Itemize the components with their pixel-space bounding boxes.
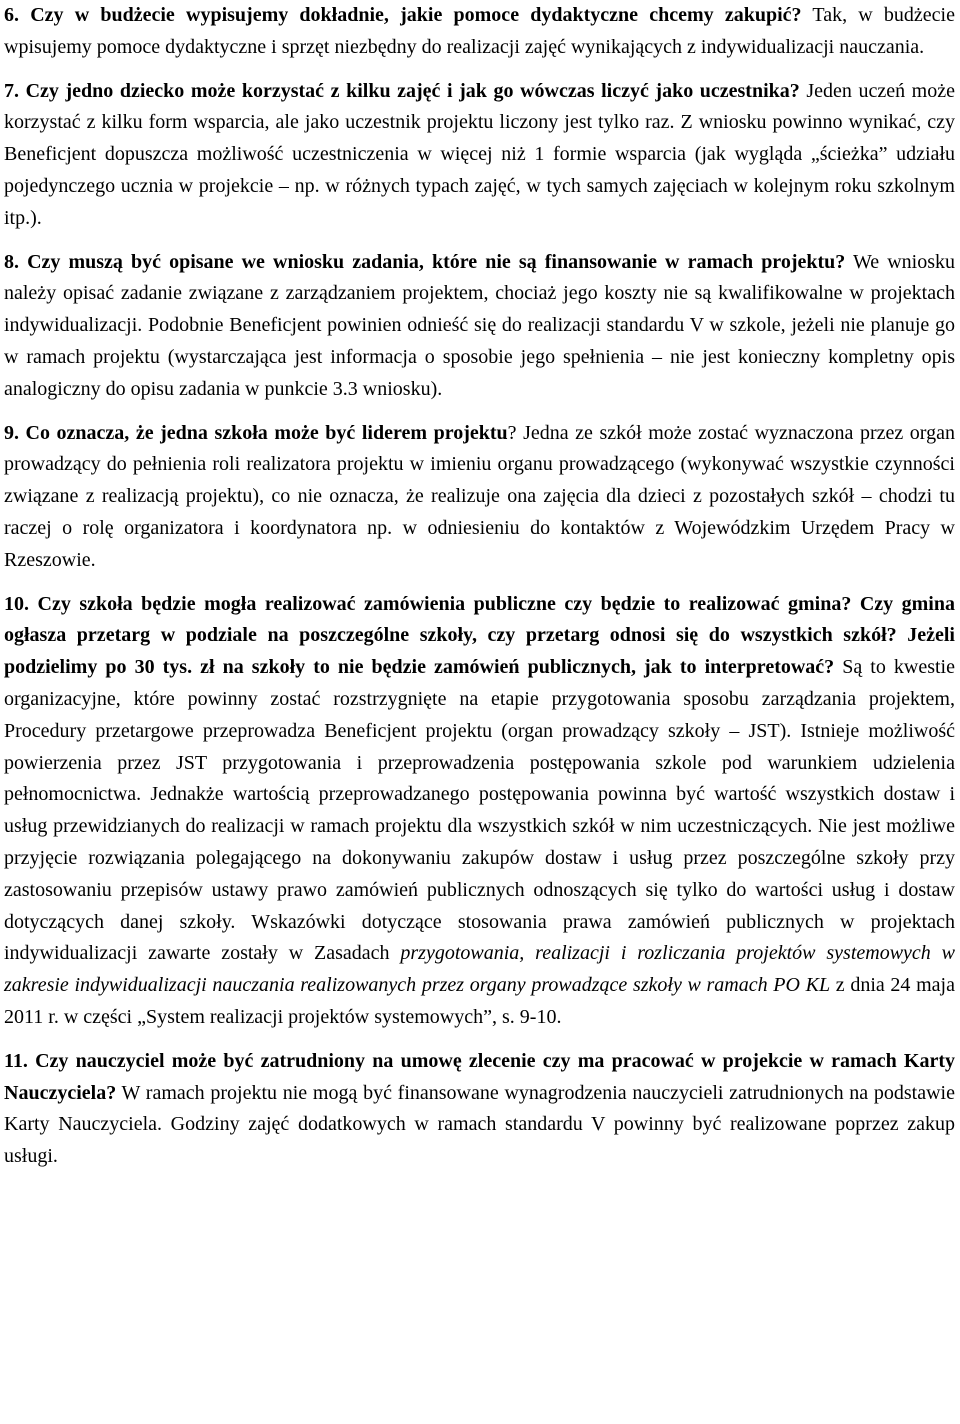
faq-answer: Jeden uczeń może korzystać z kilku form wsparcia, ale jako uczestnik projektu liczony jest tylko raz. Z wniosku powinno wynikać, czy Beneficjent dopuszcza możliwość uczestniczenia w więcej niż 1 formie wsparcia (jak wygląda „ścieżka” udziału pojedynczego ucznia w projekcie – np. w różnych typach zajęć, w tych samych zajęciach w kolejnym roku szkolnym itp.).: [4, 79, 955, 229]
faq-answer-document-title: przygotowania, realizacji i rozliczania projektów systemowych w zakresie indywidualizacji nauczania realizowanych przez organy prowadzące szkoły w ramach PO KL: [4, 942, 955, 997]
faq-item-11: [4, 1046, 955, 1173]
faq-item-10: [4, 589, 955, 1034]
faq-question: 11. Czy nauczyciel może być zatrudniony na umowę zlecenie czy ma pracować w projekcie w ramach Karty Nauczyciela?: [4, 1049, 955, 1104]
faq-question: 7. Czy jedno dziecko może korzystać z kilku zajęć i jak go wówczas liczyć jako uczestnika?: [4, 79, 800, 102]
faq-item-7: [4, 76, 955, 235]
faq-question: 8. Czy muszą być opisane we wniosku zadania, które nie są finansowanie w ramach projektu?: [4, 250, 846, 273]
faq-question: 10. Czy szkoła będzie mogła realizować zamówienia publiczne czy będzie to realizować gmina? Czy gmina ogłasza przetarg w podziale na poszczególne szkoły, czy przetarg odnosi się do wszystkich szkół? Jeżeli podzielimy po 30 tys. zł na szkoły to nie będzie zamówień publicznych, jak to interpretować?: [4, 592, 955, 679]
faq-answer: Tak, w budżecie wpisujemy pomoce dydaktyczne i sprzęt niezbędny do realizacji zajęć wynikających z indywidualizacji nauczania.: [4, 4, 955, 58]
faq-answer: Są to kwestie organizacyjne, które powinny zostać rozstrzygnięte na etapie przygotowania sposobu zarządzania projektem, Procedury przetargowe przeprowadza Beneficjent projektu (organ prowadzący szkoły – JST). Istnieje możliwość powierzenia przez JST przygotowania i przeprowadzenia postępowania szkole pod warunkiem udzielenia pełnomocnictwa. Jednakże wartością przeprowadzanego postępowania powinna być wartość wszystkich dostaw i usług przewidzianych do realizacji w ramach projektu dla wszystkich szkół w nim uczestniczących. Nie jest możliwe przyjęcie rozwiązania polegającego na dokonywaniu zakupów dostaw i usług przez poszczególne szkoły przy zastosowaniu przepisów ustawy prawo zamówień publicznych odnoszących się tylko do wartości usług i dostaw dotyczących danej szkoły. Wskazówki dotyczące stosowania prawa zamówień publicznych w projektach indywidualizacji zawarte zostały w Zasadach: [4, 656, 955, 965]
faq-item-8: [4, 247, 955, 406]
faq-item-9: [4, 418, 955, 577]
faq-answer: We wniosku należy opisać zadanie związane z zarządzaniem projektem, chociaż jego koszty nie są kwalifikowalne w projektach indywidualizacji. Podobnie Beneficjent powinien odnieść się do realizacji standardu V w szkole, jeżeli nie planuje go w ramach projektu (wystarczająca jest informacja o sposobie jego spełnienia – nie jest konieczny kompletny opis analogiczny do opisu zadania w punkcie 3.3 wniosku).: [4, 250, 956, 400]
faq-question: 6. Czy w budżecie wypisujemy dokładnie, jakie pomoce dydaktyczne chcemy zakupić?: [4, 4, 802, 26]
faq-question: 9. Co oznacza, że jedna szkoła może być liderem projektu: [4, 421, 508, 444]
faq-answer-tail: z dnia 24 maja 2011 r. w części „System realizacji projektów systemowych”, s. 9-10.: [4, 974, 955, 1028]
faq-answer: ? Jedna ze szkół może zostać wyznaczona przez organ prowadzący do pełnienia roli realizatora projektu w imieniu organu prowadzącego (wykonywać wszystkie czynności związane z realizacją projektu), co nie oznacza, że realizuje ona zajęcia dla dzieci z pozostałych szkół – chodzi tu raczej o rolę organizatora i koordynatora np. w odniesieniu do kontaktów z Wojewódzkim Urzędem Pracy w Rzeszowie.: [4, 421, 955, 571]
document-page: [4, 0, 955, 1185]
faq-answer: W ramach projektu nie mogą być finansowane wynagrodzenia nauczycieli zatrudnionych na podstawie Karty Nauczyciela. Godziny zajęć dodatkowych w ramach standardu V powinny być realizowane poprzez zakup usługi.: [4, 1081, 955, 1168]
faq-item-6: [4, 0, 955, 64]
